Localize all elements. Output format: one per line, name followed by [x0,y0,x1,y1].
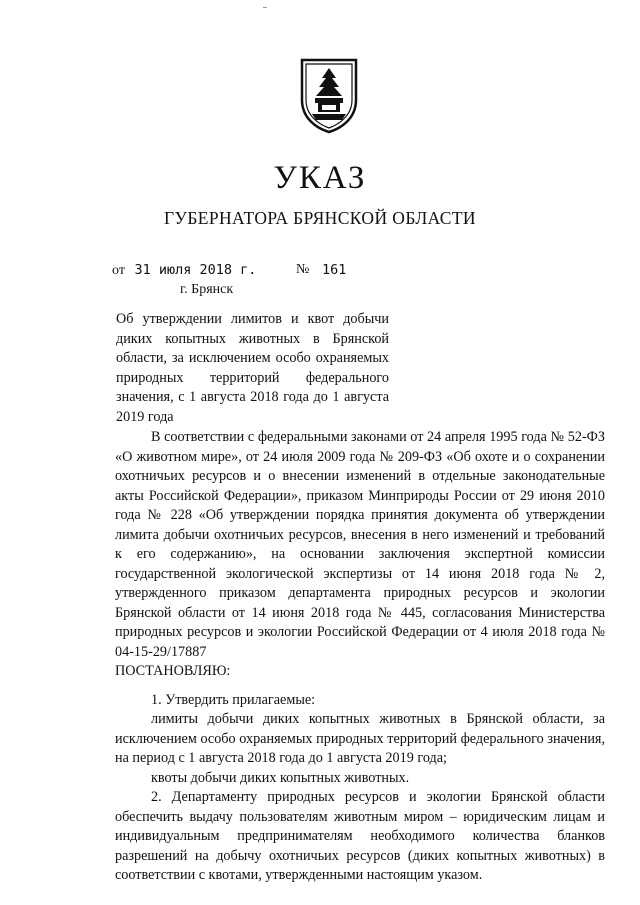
document-subtitle: ГУБЕРНАТОРА БРЯНСКОЙ ОБЛАСТИ [164,208,476,228]
document-title: УКАЗ [273,160,367,196]
resolve-line: ПОСТАНОВЛЯЮ: [115,663,231,679]
coat-of-arms-icon [298,56,360,134]
item-1a: лимиты добычи диких копытных животных в Брянской области, за исключением особо охраняемых природных территорий федерального значения, на период с 1 августа 2018 года до 1 августа 2019 года; [115,711,605,766]
item-1b: квоты добычи диких копытных животных. [151,769,410,786]
item-1: 1. Утвердить прилагаемые: [151,691,316,708]
document-date: 31 июля 2018 г. [134,262,257,278]
number-prefix: № [296,262,310,277]
document-body [115,428,605,886]
preamble-paragraph: В соответствии с федеральными законами от 24 апреля 1995 года № 52-ФЗ «О животном мире», от 24 июля 2009 года № 209-ФЗ «Об охоте и о сохранении охотничьих ресурсов и о внесении изменений в отдельные законодательные акты Российской Федерации», приказом Минприроды России от 29 июня 2010 года № 228 «Об утверждении порядка принятия документа об утверждении лимита добычи охотничьих ресурсов, внесения в него изменений и требований к его содержанию», на основании заключения экспертной комиссии государственной экологической экспертизы от 14 июня 2018 года № 2, утвержденного приказом департамента природных ресурсов и экологии Брянской области от 14 июня 2018 года № 445, согласования Министерства природных ресурсов и экологии Российской Федерации от 4 июля 2018 года № 04-15-29/17887 [115,429,605,660]
document-city: г. Брянск [180,282,234,297]
scan-marks [0,6,640,10]
date-prefix: от [112,263,125,278]
document-heading: Об утверждении лимитов и квот добычи диких копытных животных в Брянской области, за исключением особо охраняемых природных территорий федерального значения, с 1 августа 2018 года до 1 августа 2019 года [116,311,389,425]
item-2: 2. Департаменту природных ресурсов и экологии Брянской области обеспечить выдачу пользователям животным миром – юридическим лицам и индивидуальным предпринимателям необходимого количества бланков разрешений на добычу охотничьих ресурсов (диких копытных животных) в соответствии с квотами, утвержденными настоящим указом. [115,789,605,883]
document-number: 161 [322,262,347,278]
date-line [112,262,347,279]
